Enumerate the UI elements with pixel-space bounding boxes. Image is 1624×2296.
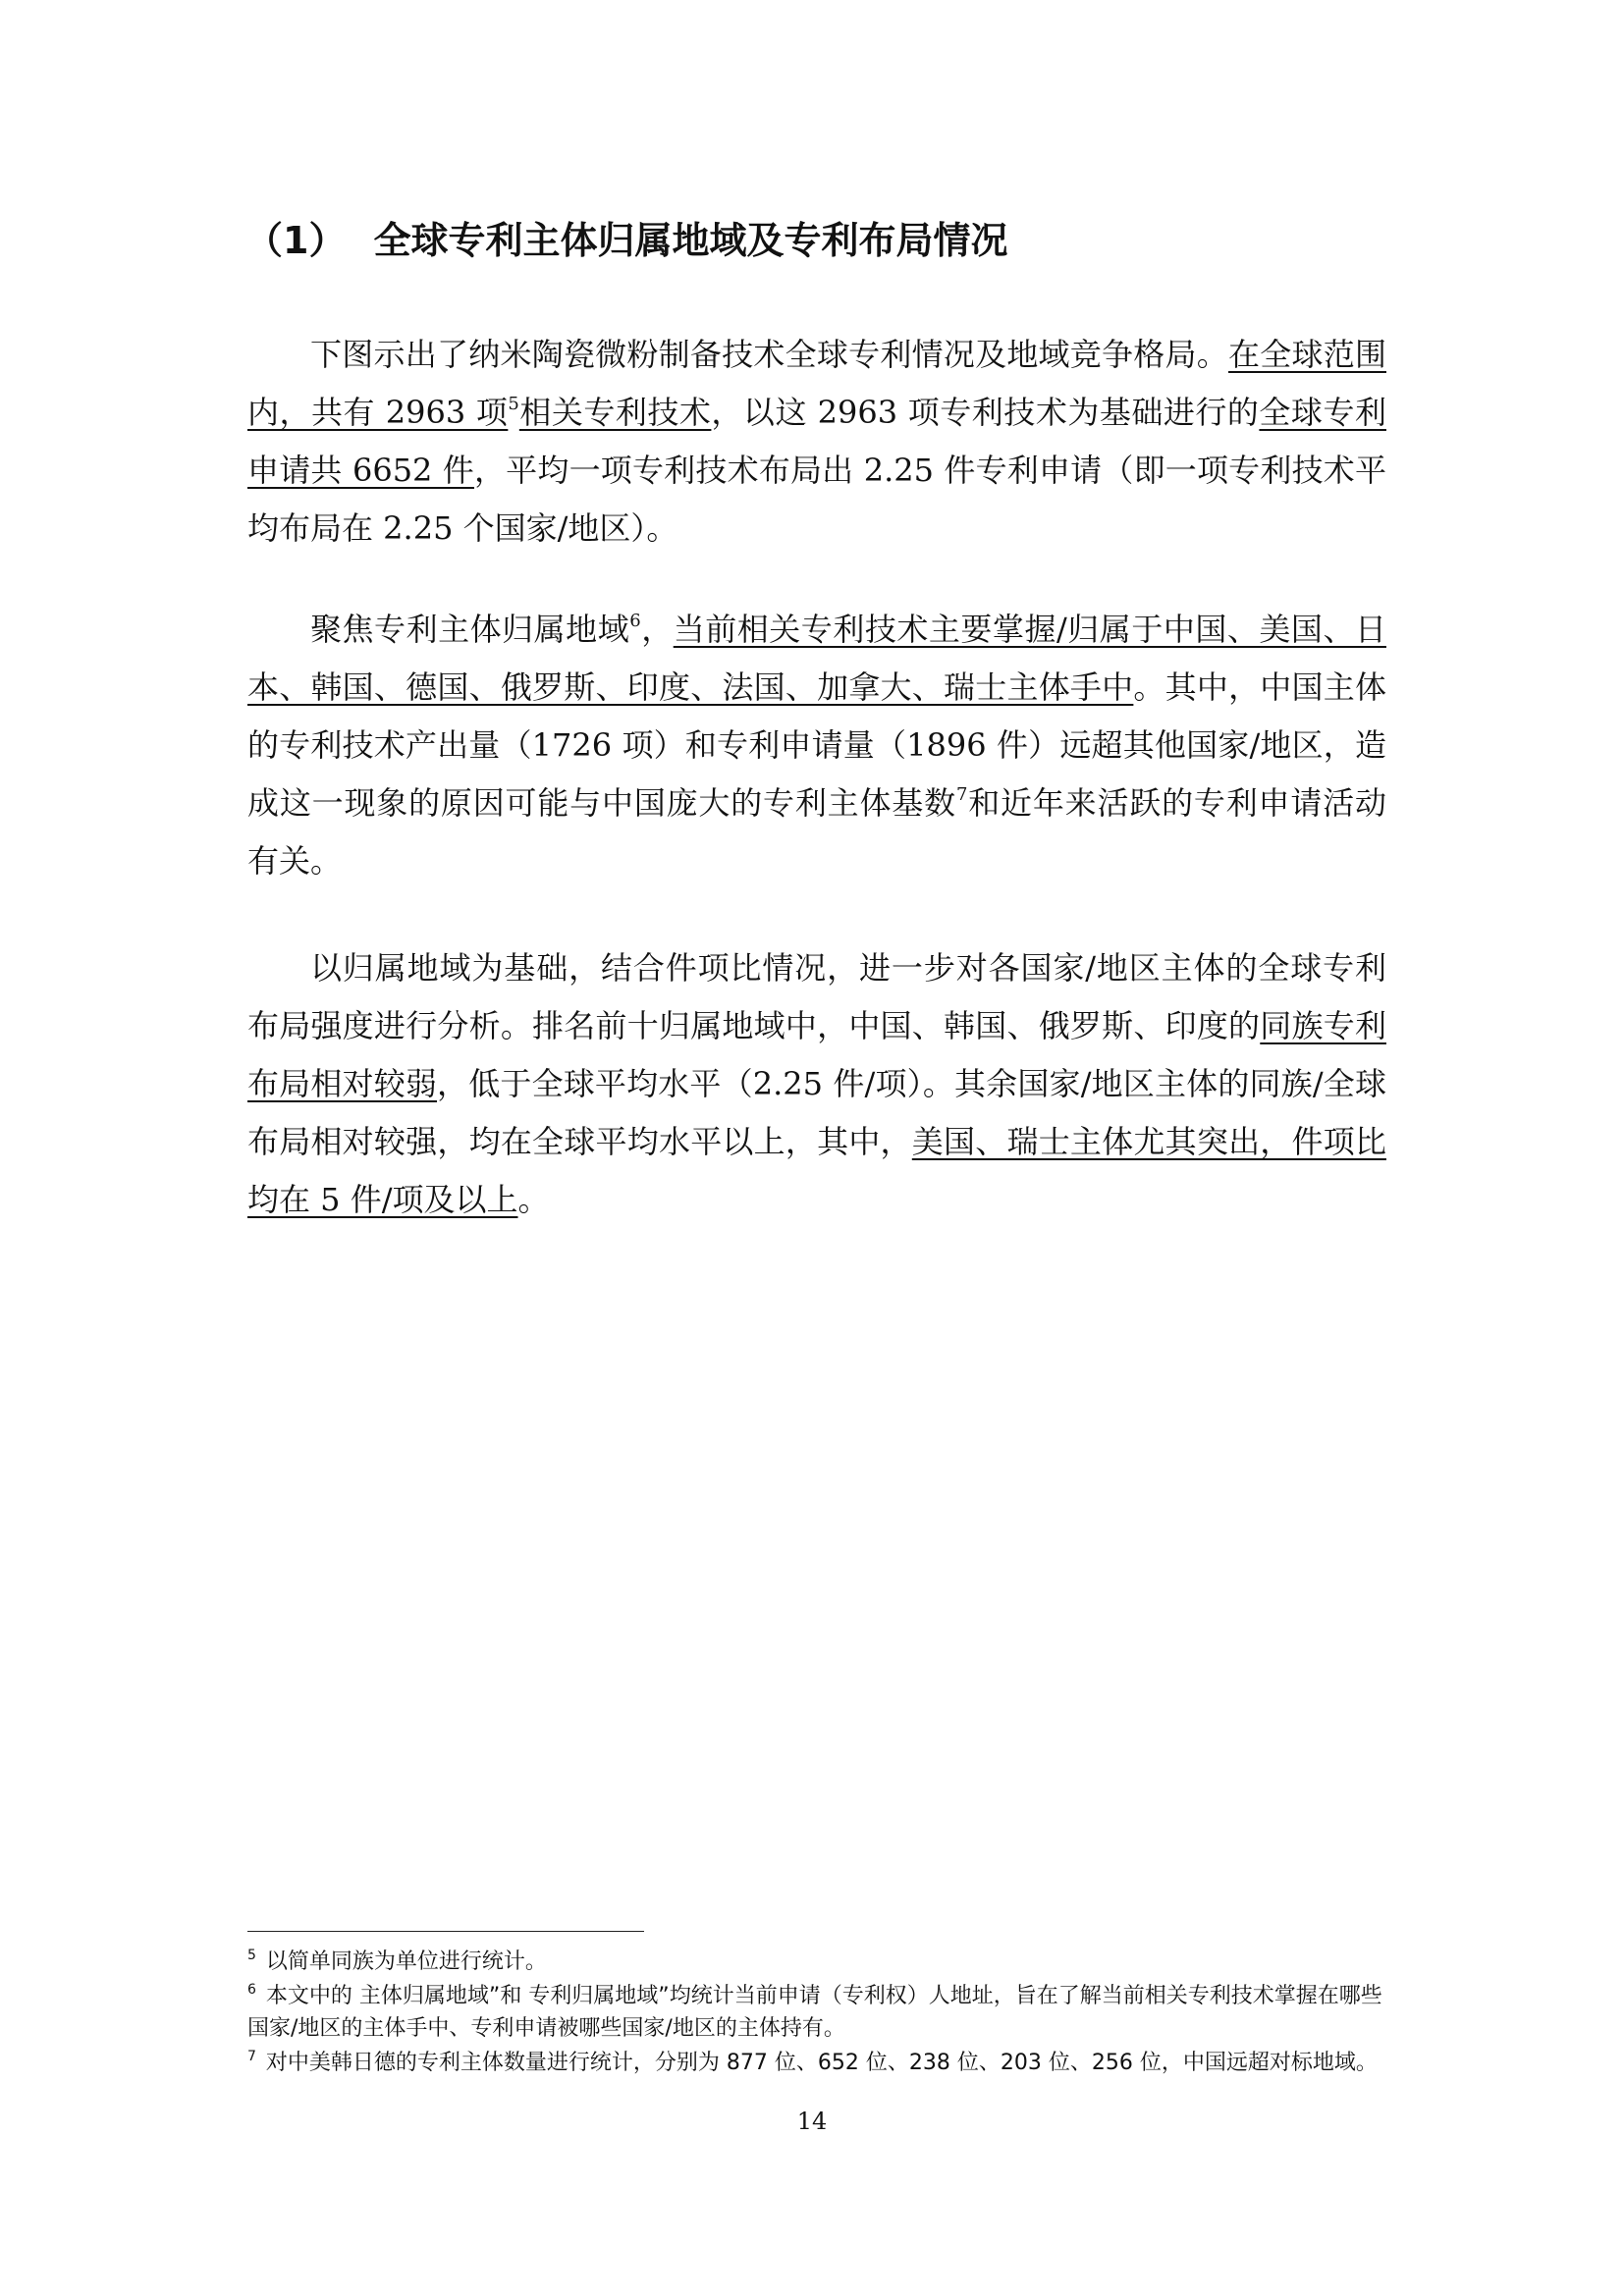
paragraph-text: 聚焦专利主体归属地域 xyxy=(310,611,630,648)
footnote xyxy=(247,1946,1386,1978)
footnotes xyxy=(247,1946,1386,2081)
paragraph-2 xyxy=(247,601,1386,890)
paragraph-text: ，平均一项专利技术布局出 2.25 件专利申请（即一项专利技术平均布局在 2.25 个国家/地区）。 xyxy=(247,452,1386,547)
footnote-mark: 7 xyxy=(247,2049,256,2064)
footnote-text: 本文中的 主体归属地域”和 专利归属地域”均统计当前申请（专利权）人地址，旨在了解当前相关专利技术掌握在哪些国家/地区的主体手中、专利申请被哪些国家/地区的主体持有。 xyxy=(247,1984,1382,2041)
underlined-text: 美国、瑞士主体尤其突出，件项比均在 5 件/项及以上 xyxy=(247,1123,1386,1218)
section-number: （1） xyxy=(245,219,347,262)
footnote-mark: 5 xyxy=(247,1948,256,1963)
paragraph-text: ，以这 2963 项专利技术为基础进行的 xyxy=(711,394,1260,431)
footnote-mark: 6 xyxy=(247,1982,256,1998)
paragraph-text: 。其中，中国主体的专利技术产出量（1726 项）和专利申请量（1896 件）远超其他国家/地区，造成这一现象的原因可能与中国庞大的专利主体基数 xyxy=(247,668,1386,822)
footnote xyxy=(247,1980,1386,2045)
underlined-text: 相关专利技术 xyxy=(518,394,712,431)
section-heading xyxy=(245,211,1007,270)
paragraph-text: ，低于全球平均水平（2.25 件/项）。其余国家/地区主体的同族/全球布局相对较强，均在全球平均水平以上，其中， xyxy=(247,1065,1386,1160)
underlined-text: 同族专利布局相对较弱 xyxy=(247,1007,1386,1102)
paragraph-text: 下图示出了纳米陶瓷微粉制备技术全球专利情况及地域竞争格局。 xyxy=(310,336,1229,373)
footnote xyxy=(247,2047,1386,2079)
underlined-text: 全球专利申请共 6652 件 xyxy=(247,394,1386,489)
paragraph-3 xyxy=(247,939,1386,1229)
underlined-text: 当前相关专利技术主要掌握/归属于中国、美国、日本、韩国、德国、俄罗斯、印度、法国、加拿大、瑞士主体手中 xyxy=(247,611,1386,706)
underlined-text: 在全球范围内，共有 2963 项 xyxy=(247,336,1386,431)
paragraph-text: ， xyxy=(640,611,674,648)
paragraph-text: 以归属地域为基础，结合件项比情况，进一步对各国家/地区主体的全球专利布局强度进行分析。排名前十归属地域中，中国、韩国、俄罗斯、印度的 xyxy=(247,949,1386,1044)
paragraph-1 xyxy=(247,326,1386,558)
footnote-ref: 6 xyxy=(629,611,641,631)
footnote-text: 对中美韩日德的专利主体数量进行统计，分别为 877 位、652 位、238 位、203 位、256 位，中国远超对标地域。 xyxy=(265,2051,1378,2075)
section-title: 全球专利主体归属地域及专利布局情况 xyxy=(373,219,1008,262)
footnote-divider xyxy=(247,1931,644,1932)
footnote-ref: 7 xyxy=(955,784,968,805)
footnote-ref: 5 xyxy=(508,394,519,414)
page-number: 14 xyxy=(796,2108,828,2135)
footnote-text: 以简单同族为单位进行统计。 xyxy=(265,1949,547,1974)
paragraph-text: 。 xyxy=(517,1181,550,1218)
paragraph-text: 和近年来活跃的专利申请活动有关。 xyxy=(247,784,1386,880)
